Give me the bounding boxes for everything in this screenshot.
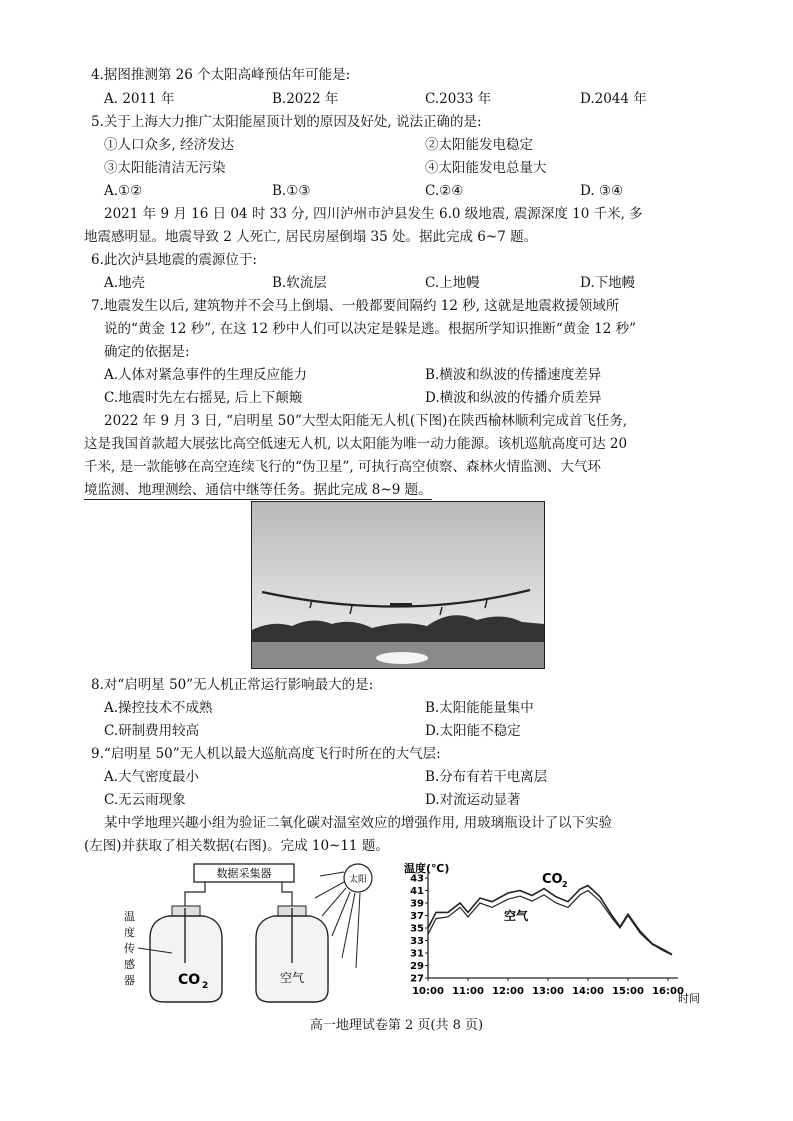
chart-x-tick-label: 11:00 (452, 986, 484, 997)
svg-text:器: 器 (124, 974, 135, 987)
chart-y-tick-label: 41 (410, 886, 424, 897)
chart-y-tick-label: 31 (410, 948, 424, 960)
q4-option-d: D.2044 年 (580, 91, 647, 107)
chart-series-label-co2: CO (542, 872, 563, 887)
chart-y-tick-label: 39 (410, 898, 424, 910)
passage-drone-line-1: 2022 年 9 月 3 日, “启明星 50”大型太阳能无人机(下图)在陕西榆林顺利完成首飞任务, (104, 413, 628, 429)
q5-option-d: D. ③④ (580, 183, 624, 199)
passage-drone-line-3: 千米, 是一款能够在高空连续飞行的“伪卫星”, 可执行高空侦察、森林火情监测、大气环 (84, 459, 601, 475)
chart-x-tick-label: 12:00 (492, 986, 524, 997)
q5-item-1: ①人口众多, 经济发达 (104, 137, 235, 153)
passage-drone-line-4: 境监测、地理测绘、通信中继等任务。据此完成 8~9 题。 (84, 482, 432, 498)
q6-option-b: B.软流层 (272, 275, 327, 291)
chart-x-tick-label: 10:00 (412, 986, 444, 997)
chart-y-tick-label: 37 (410, 911, 424, 922)
sun-label: 太阳 (348, 875, 368, 885)
chart-xlabel: 时间 (678, 992, 700, 1005)
apparatus-diagram (110, 858, 400, 1008)
chart-ylabel: 温度(℃) (404, 862, 450, 875)
passage-drone-line-2: 这是我国首款超大展弦比高空低速无人机, 以太阳能为唯一动力能源。该机巡航高度可达 20 (84, 436, 628, 452)
q6-stem: 6.此次泸县地震的震源位于: (91, 252, 257, 268)
q7-option-d: D.横波和纵波的传播介质差异 (425, 390, 602, 406)
q6-option-c: C.上地幔 (425, 275, 480, 291)
drone-photo (251, 501, 545, 669)
chart-series-line-co2 (428, 886, 672, 955)
page-footer: 高一地理试卷第 2 页(共 8 页) (309, 1018, 484, 1033)
chart-series-line-air (428, 891, 672, 955)
q8-option-b: B.太阳能能量集中 (425, 700, 534, 716)
chart-y-tick-label: 43 (410, 873, 424, 885)
passage-quake-line-1: 2021 年 9 月 16 日 04 时 33 分, 四川泸州市泸县发生 6.0 级地震, 震源深度 10 千米, 多 (104, 206, 643, 222)
q7-option-b: B.横波和纵波的传播速度差异 (425, 367, 602, 383)
q7-line-1: 7.地震发生以后, 建筑物并不会马上倒塌、一般都要间隔约 12 秒, 这就是地震救援领域所 (91, 298, 620, 314)
q8-option-c: C.研制费用较高 (104, 723, 200, 739)
q5-item-4: ④太阳能发电总量大 (425, 160, 547, 176)
q5-item-2: ②太阳能发电稳定 (425, 137, 533, 153)
data-collector-label: 数据采集器 (216, 867, 272, 880)
air-jar-label: 空气 (279, 971, 305, 985)
chart-series-label-air: 空气 (504, 908, 529, 923)
q4-option-a: A. 2011 年 (104, 91, 175, 107)
q4-stem: 4.据图推测第 26 个太阳高峰预估年可能是: (91, 67, 351, 83)
chart-y-tick-label: 35 (410, 923, 424, 935)
q6-option-d: D.下地幔 (580, 275, 636, 291)
temperature-chart (400, 858, 700, 1008)
q4-option-c: C.2033 年 (425, 91, 492, 107)
co2-jar (150, 906, 222, 1002)
q5-stem: 5.关于上海大力推广太阳能屋顶计划的原因及好处, 说法正确的是: (91, 114, 482, 130)
svg-text:传: 传 (124, 942, 135, 955)
passage-exp-line-1: 某中学地理兴趣小组为验证二氧化碳对温室效应的增强作用, 用玻璃瓶设计了以下实验 (104, 815, 613, 831)
q9-stem: 9.“启明星 50”无人机以最大巡航高度飞行时所在的大气层: (91, 746, 441, 762)
chart-x-tick-label: 16:00 (652, 986, 684, 997)
svg-text:温: 温 (124, 910, 135, 923)
sensor-label (124, 910, 135, 987)
chart-x-tick-label: 13:00 (532, 986, 564, 997)
q7-line-3: 确定的依据是: (104, 344, 190, 360)
chart-y-tick-label: 29 (410, 961, 424, 972)
q8-option-d: D.太阳能不稳定 (425, 723, 521, 739)
q9-option-c: C.无云雨现象 (104, 792, 186, 808)
q8-stem: 8.对“启明星 50”无人机正常运行影响最大的是: (91, 677, 374, 693)
q6-option-a: A.地壳 (104, 275, 146, 291)
chart-series-label-co2-sub: 2 (562, 880, 568, 889)
chart-x-tick-label: 14:00 (572, 986, 604, 997)
chart-y-tick-label: 27 (410, 973, 424, 985)
q7-option-a: A.人体对紧急事件的生理反应能力 (104, 367, 308, 383)
chart-y-tick-label: 33 (410, 936, 424, 947)
co2-jar-label-sub: 2 (202, 981, 209, 991)
passage-exp-line-2: (左图)并获取了相关数据(右图)。完成 10~11 题。 (84, 838, 389, 854)
q5-item-3: ③太阳能清洁无污染 (104, 160, 226, 176)
q9-option-a: A.大气密度最小 (104, 769, 200, 785)
q8-option-a: A.操控技术不成熟 (104, 700, 213, 716)
air-jar (256, 906, 328, 1002)
q7-option-c: C.地震时先左右摇晃, 后上下颠簸 (104, 390, 303, 406)
passage-quake-line-2: 地震感明显。地震导致 2 人死亡, 居民房屋倒塌 35 处。据此完成 6~7 题。 (84, 229, 538, 245)
q7-line-2: 说的“黄金 12 秒”, 在这 12 秒中人们可以决定是躲是逃。根据所学知识推断“黄金 12 秒” (104, 321, 636, 337)
co2-jar-label: CO (178, 972, 201, 988)
drone-photo-drawing (252, 502, 544, 668)
q9-option-d: D.对流运动显著 (425, 792, 521, 808)
q9-option-b: B.分布有若干电离层 (425, 769, 548, 785)
q4-option-b: B.2022 年 (272, 91, 339, 107)
q5-option-b: B.①③ (272, 183, 311, 199)
chart-x-tick-label: 15:00 (612, 986, 644, 997)
q5-option-c: C.②④ (425, 183, 464, 199)
svg-text:感: 感 (124, 958, 135, 971)
svg-text:度: 度 (124, 926, 135, 939)
q5-option-a: A.①② (104, 183, 143, 199)
